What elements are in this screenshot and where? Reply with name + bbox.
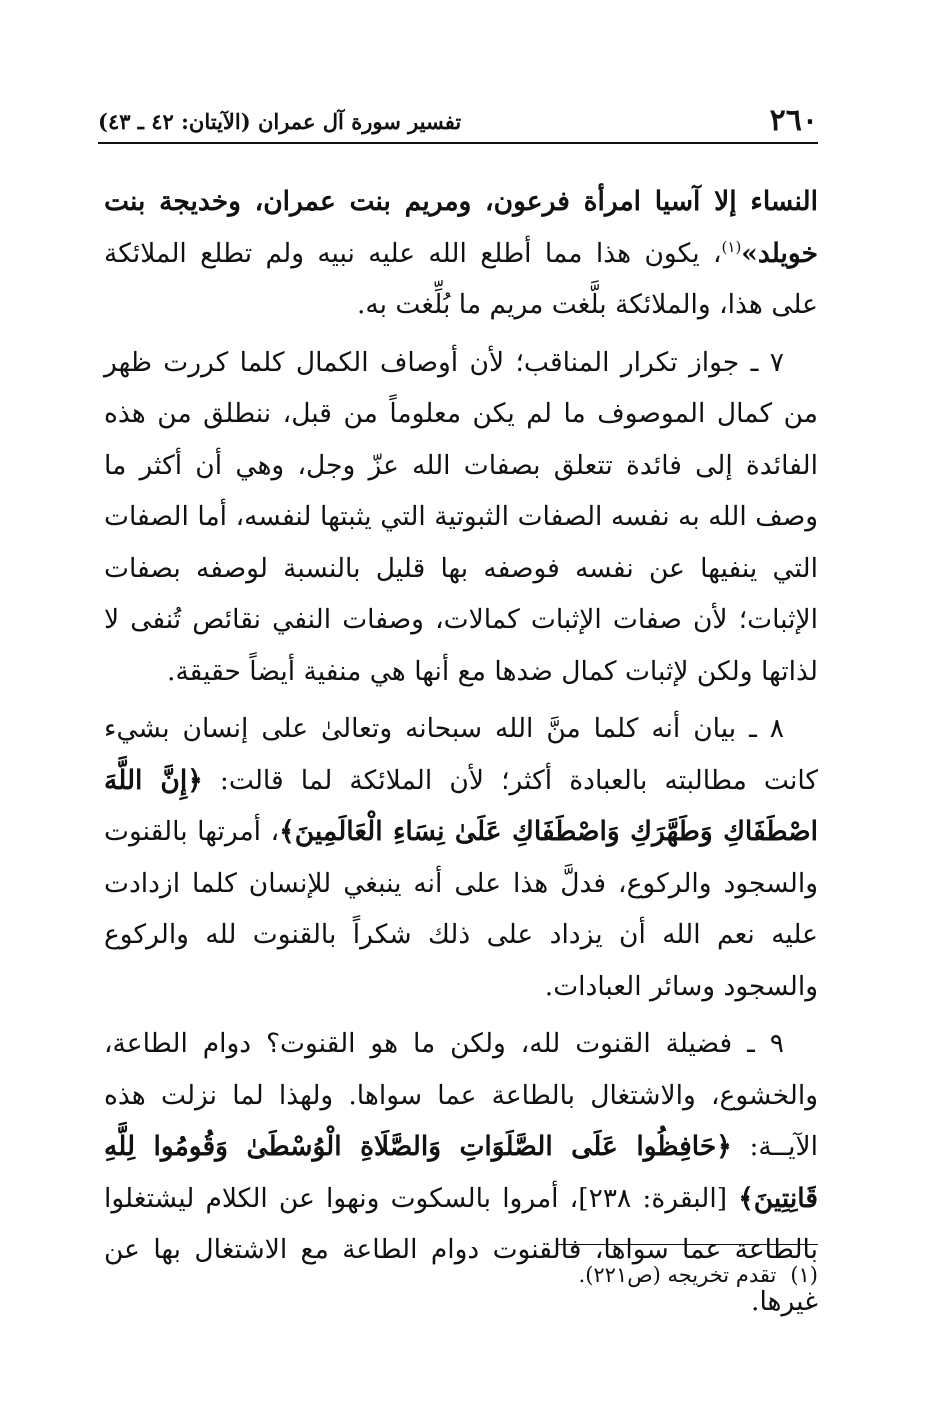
hadith-quote: النساء إلا آسيا امرأة فرعون، ومريم بنت عمران، وخديجة بنت خويلد» bbox=[104, 186, 818, 269]
page-body bbox=[104, 176, 818, 1327]
paragraph-1-text: ، يكون هذا مما أطلع الله عليه نبيه ولم تطلع الملائكة على هذا، والملائكة بلَّغت مريم ما بُلِّغت به. bbox=[104, 237, 818, 320]
quran-verse: ﴿حَافِظُوا عَلَى الصَّلَوَاتِ وَالصَّلَاةِ الْوُسْطَىٰ وَقُومُوا لِلَّهِ قَانِتِينَ﴾ bbox=[104, 1131, 818, 1214]
footnote-divider bbox=[556, 1244, 818, 1245]
page-number: ٢٦٠ bbox=[769, 103, 818, 138]
quran-verse: ﴿إِنَّ اللَّهَ اصْطَفَاكِ وَطَهَّرَكِ وَاصْطَفَاكِ عَلَىٰ نِسَاءِ الْعَالَمِينَ﴾ bbox=[104, 764, 819, 847]
paragraph-8 bbox=[104, 703, 818, 1012]
running-title: تفسير سورة آل عمران (الآيتان: ٤٢ ـ ٤٣) bbox=[98, 109, 462, 134]
paragraph-7-text: ٧ ـ جواز تكرار المناقب؛ لأن أوصاف الكمال كلما كررت ظهر من كمال الموصوف ما لم يكن معلوماً من قبل، ننطلق من هذه الفائدة إلى فائدة تتعلق بصفات الله عزّ وجل، وهي أن أكثر ما وصف الله به نفسه الصفات الثبوتية التي يثبتها لنفسه، أما الصفات التي ينفيها عن نفسه فوصفه بها قليل بالنسبة لوصفه بصفات الإثبات؛ لأن صفات الإثبات كمالات، وصفات النفي نقائص تُنفى لا لذاتها ولكن لإثبات كمال ضدها مع أنها هي منفية أيضاً حقيقة. bbox=[104, 346, 818, 687]
footnotes bbox=[104, 1244, 818, 1287]
paragraph-8-rest: ، أمرتها بالقنوت والسجود والركوع، فدلَّ هذا على أنه ينبغي للإنسان كلما ازدادت عليه نعم الله أن يزداد على ذلك شكراً بالقنوت لله والركوع والسجود وسائر العبادات. bbox=[104, 816, 818, 1002]
footnote-marker: (١) bbox=[721, 237, 742, 256]
paragraph-8-intro: ٨ ـ بيان أنه كلما منَّ الله سبحانه وتعالىٰ على إنسان بشيء كانت مطالبته بالعبادة أكثر؛ لأن الملائكة لما قالت: bbox=[104, 713, 819, 796]
paragraph-9-intro: ٩ ـ فضيلة القنوت لله، ولكن ما هو القنوت؟ دوام الطاعة، والخشوع، والاشتغال بالطاعة عما سواها. ولهذا لما نزلت هذه الآيــة: bbox=[104, 1028, 818, 1162]
footnote-number: (١) bbox=[790, 1263, 818, 1287]
footnote-1 bbox=[104, 1263, 818, 1287]
paragraph-1 bbox=[104, 176, 818, 331]
paragraph-9-rest: [البقرة: ٢٣٨]، أمروا بالسكوت ونهوا عن الكلام ليشتغلوا بالطاعة عما سواها، فالقنوت دوام الطاعة مع الاشتغال بها عن غيرها. bbox=[104, 1182, 818, 1317]
footnote-text: تقدم تخريجه (ص٢٢١). bbox=[578, 1263, 777, 1287]
paragraph-7 bbox=[104, 337, 818, 698]
page-header bbox=[98, 90, 818, 144]
